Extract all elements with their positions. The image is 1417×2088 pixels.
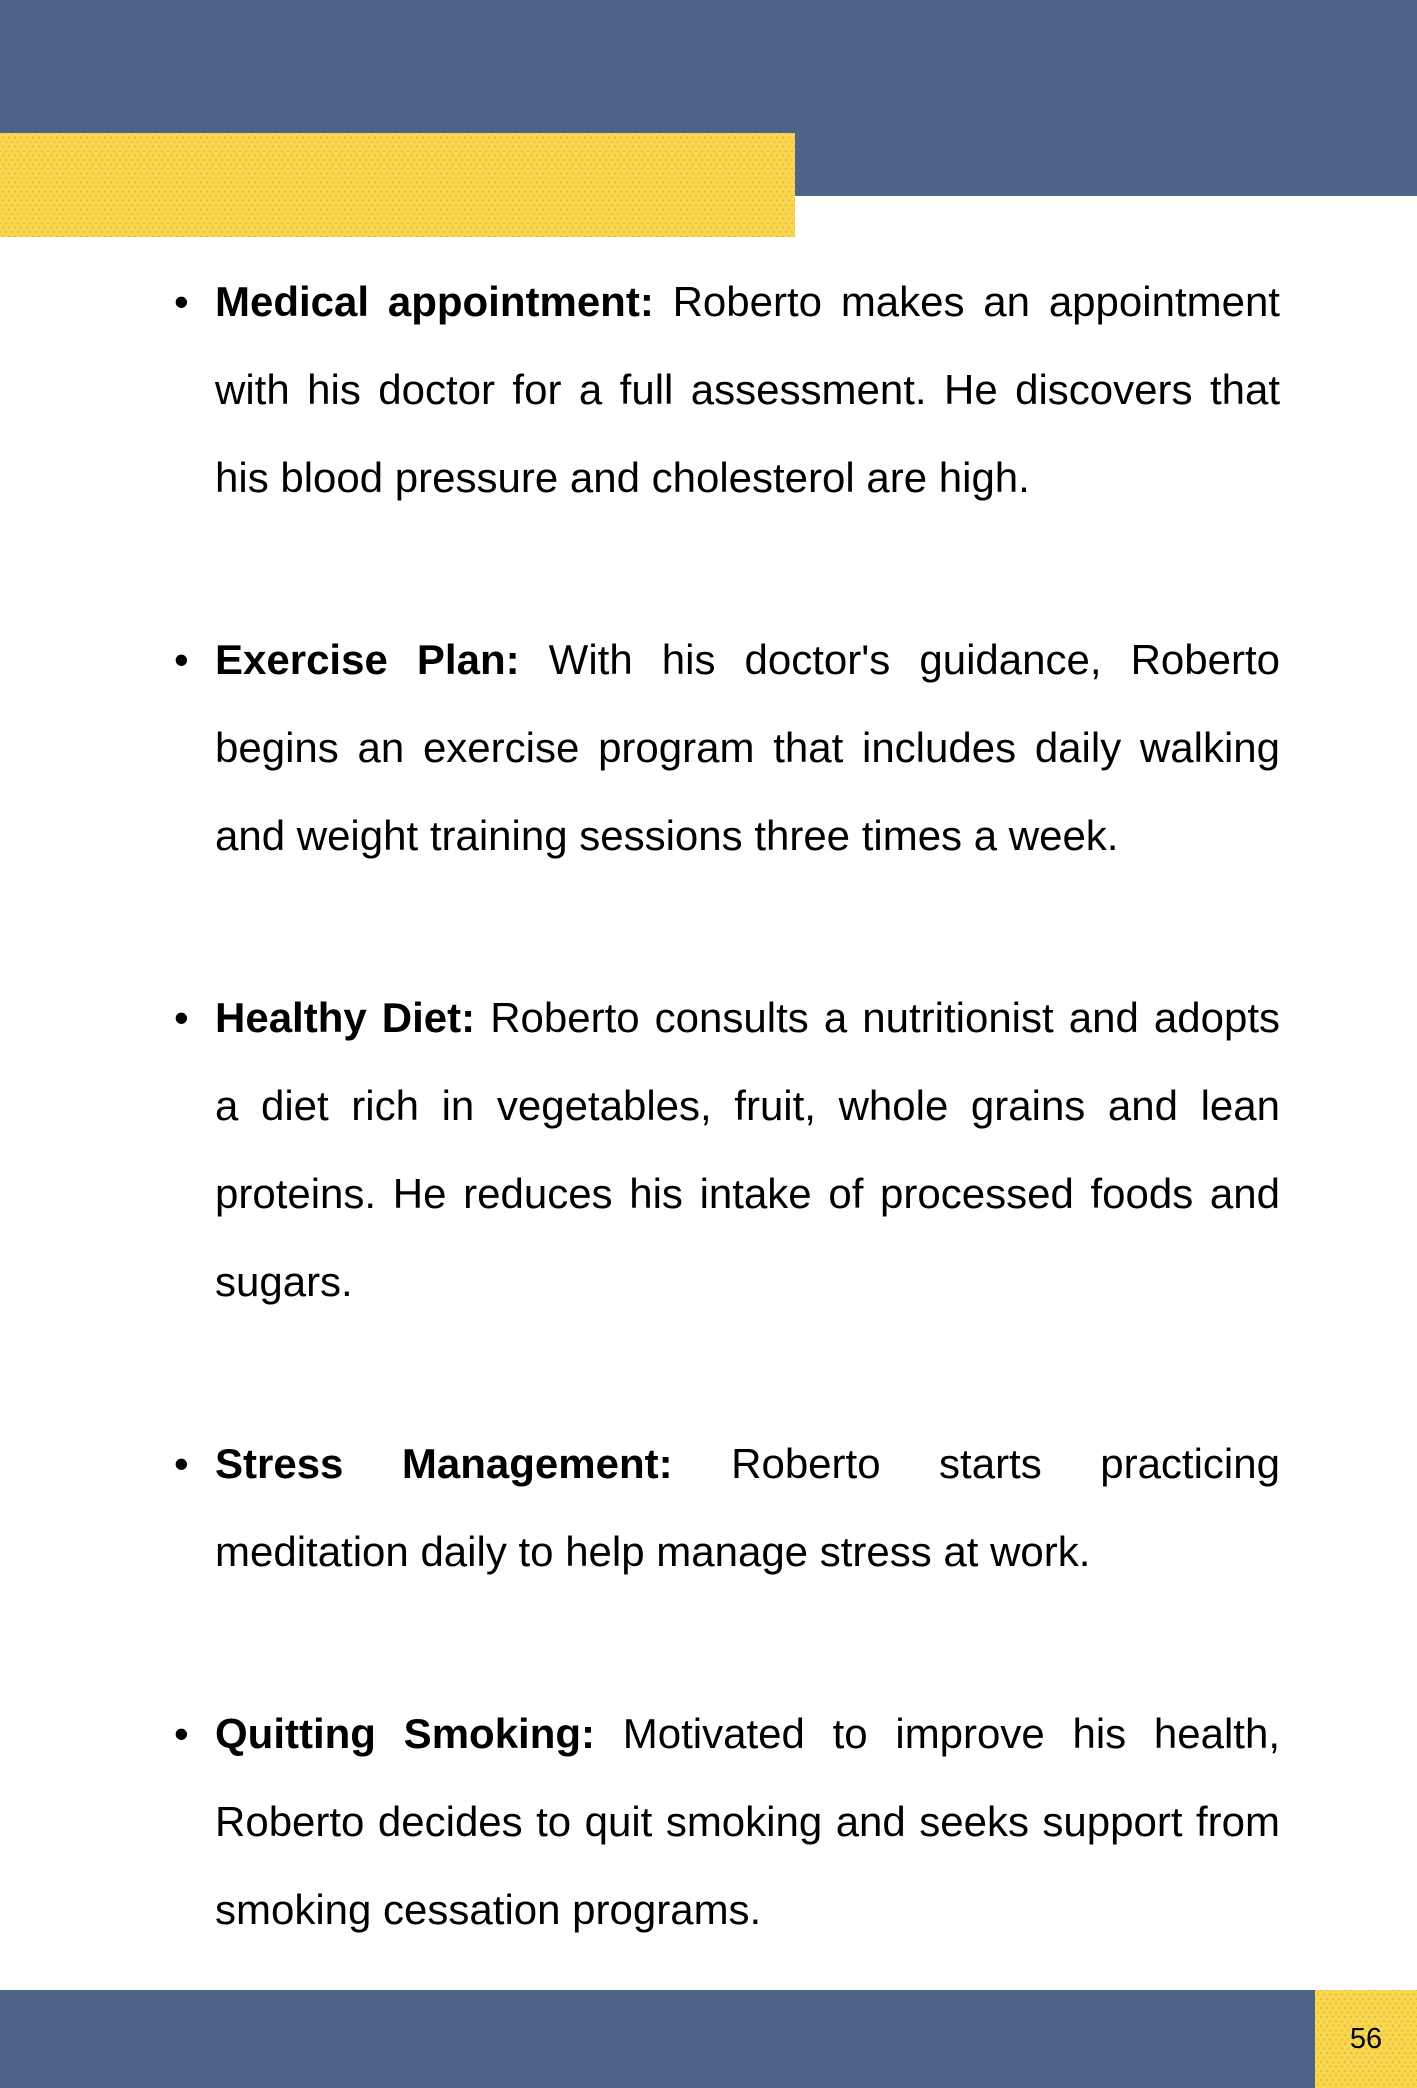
item-body: Motivated to improve his health, Roberto decides to quit smoking and seeks support from smoking cessation programs. <box>215 1710 1281 1933</box>
item-title: Stress Management: <box>215 1440 673 1487</box>
item-title: Healthy Diet: <box>215 994 476 1041</box>
item-body: Roberto starts practicing meditation daily to help manage stress at work. <box>215 1440 1280 1575</box>
bullet-icon: • <box>174 636 189 683</box>
item-body: Roberto consults a nutritionist and adopts a diet rich in vegetables, fruit, whole grains and lean proteins. He reduces his intake of processed foods and sugars. <box>215 994 1281 1305</box>
header-accent-block <box>0 133 795 237</box>
list-item-medical-appointment <box>174 258 1280 522</box>
item-body: With his doctor's guidance, Roberto begins an exercise program that includes daily walking and weight training sessions three times a week. <box>215 636 1281 859</box>
list-item-exercise-plan <box>174 616 1281 880</box>
bullet-icon: • <box>174 1710 189 1757</box>
footer-band <box>0 1990 1417 2088</box>
bullet-icon: • <box>174 278 189 325</box>
list-item-stress-management <box>174 1420 1280 1596</box>
item-title: Exercise Plan: <box>215 636 520 683</box>
item-body: Roberto makes an appointment with his doctor for a full assessment. He discovers that his blood pressure and cholesterol are high. <box>215 278 1280 501</box>
list-item-quitting-smoking <box>174 1690 1281 1954</box>
page-number-badge <box>1315 1990 1417 2088</box>
bullet-list <box>174 258 1281 1954</box>
page-number: 56 <box>1349 2022 1383 2055</box>
list-item-healthy-diet <box>174 974 1281 1326</box>
bullet-icon: • <box>174 1440 189 1487</box>
bullet-icon: • <box>174 994 189 1041</box>
item-title: Quitting Smoking: <box>215 1710 596 1757</box>
item-title: Medical appointment: <box>215 278 654 325</box>
